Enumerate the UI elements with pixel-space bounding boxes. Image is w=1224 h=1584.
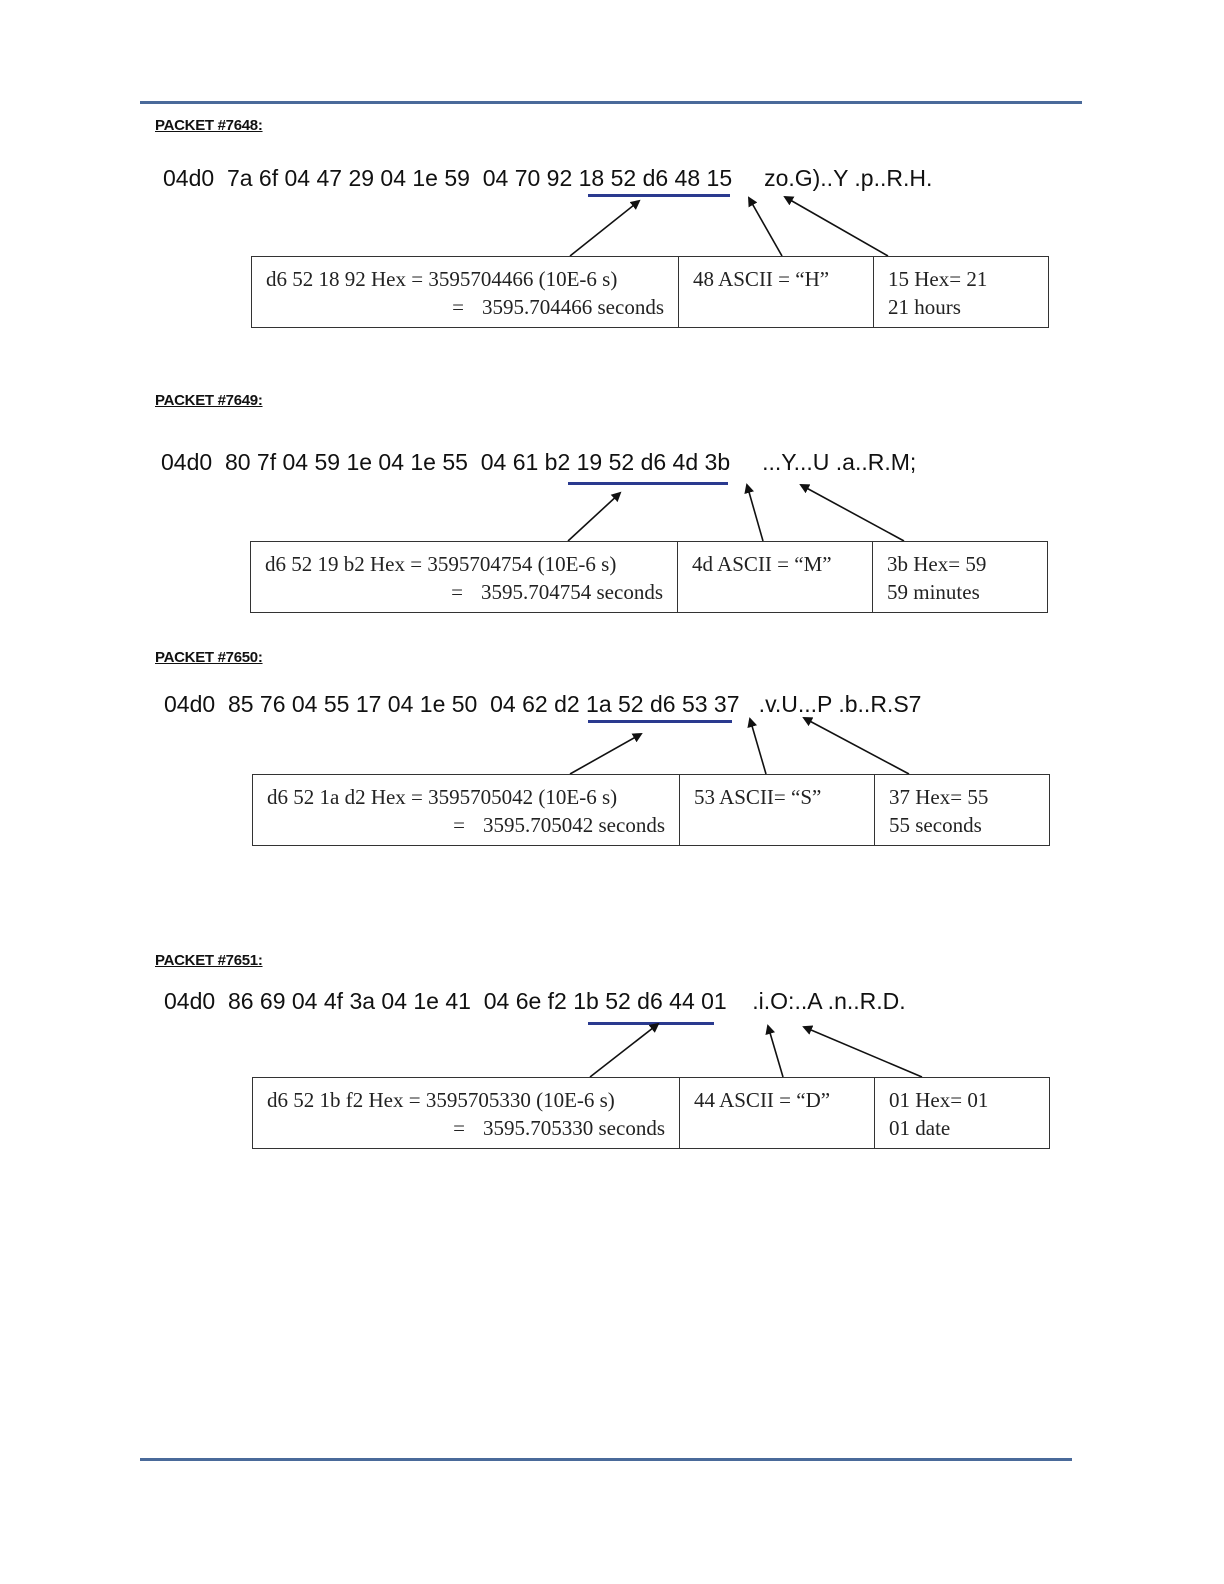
timestamp-hex-text: d6 52 18 92 Hex = 3595704466 (10E-6 s) — [266, 267, 618, 291]
timestamp-seconds-text: 3595.705042 seconds — [483, 813, 665, 837]
ascii-text: 44 ASCII = “D” — [694, 1088, 831, 1112]
timestamp-seconds-text: 3595.704754 seconds — [481, 580, 663, 604]
value-cell — [872, 542, 1047, 612]
timestamp-cell — [253, 1078, 679, 1148]
equals-sign: = — [453, 813, 465, 837]
timestamp-cell — [251, 542, 677, 612]
value-meaning-text: 59 minutes — [887, 580, 980, 604]
ascii-arrow — [747, 485, 763, 541]
packet-title: PACKET #7648: — [155, 117, 263, 134]
value-arrow — [804, 1027, 922, 1077]
packet-title: PACKET #7651: — [155, 952, 263, 969]
value-cell — [874, 775, 1049, 845]
packet-block — [0, 110, 1224, 350]
footer-rule — [140, 1458, 1072, 1461]
timestamp-seconds-text: 3595.704466 seconds — [482, 295, 664, 319]
equals-sign: = — [453, 1116, 465, 1140]
annotation-arrows — [0, 642, 1224, 882]
timestamp-cell — [253, 775, 679, 845]
value-cell — [873, 257, 1048, 327]
decode-table — [252, 774, 1050, 846]
value-meaning-text: 21 hours — [888, 295, 961, 319]
ascii-arrow — [749, 198, 782, 256]
ascii-text: 48 ASCII = “H” — [693, 267, 830, 291]
hex-dump-line: 04d0 86 69 04 4f 3a 04 1e 41 04 6e f2 1b 52 d6 44 01 .i.O:..A .n..R.D. — [164, 988, 906, 1014]
decode-table — [251, 256, 1049, 328]
decode-table — [250, 541, 1048, 613]
timestamp-arrow — [570, 201, 639, 256]
timestamp-seconds-text: 3595.705330 seconds — [483, 1116, 665, 1140]
value-hex-text: 01 Hex= 01 — [889, 1088, 989, 1112]
equals-sign: = — [452, 295, 464, 319]
timestamp-hex-text: d6 52 1b f2 Hex = 3595705330 (10E-6 s) — [267, 1088, 615, 1112]
packet-title: PACKET #7650: — [155, 649, 263, 666]
header-rule — [140, 101, 1082, 104]
equals-sign: = — [451, 580, 463, 604]
decode-table — [252, 1077, 1050, 1149]
ascii-text: 53 ASCII= “S” — [694, 785, 822, 809]
ascii-cell — [679, 1078, 874, 1148]
value-arrow — [801, 485, 904, 541]
value-cell — [874, 1078, 1049, 1148]
packet-title: PACKET #7649: — [155, 392, 263, 409]
packet-block — [0, 945, 1224, 1185]
ascii-arrow — [768, 1026, 783, 1077]
hex-dump-line: 04d0 7a 6f 04 47 29 04 1e 59 04 70 92 18 52 d6 48 15 zo.G)..Y .p..R.H. — [163, 165, 933, 191]
value-meaning-text: 55 seconds — [889, 813, 982, 837]
value-hex-text: 3b Hex= 59 — [887, 552, 987, 576]
annotation-arrows — [0, 945, 1224, 1185]
ascii-arrow — [750, 719, 766, 774]
value-arrow — [804, 718, 909, 774]
value-hex-text: 15 Hex= 21 — [888, 267, 988, 291]
timestamp-arrow — [568, 493, 620, 541]
timestamp-hex-text: d6 52 19 b2 Hex = 3595704754 (10E-6 s) — [265, 552, 617, 576]
timestamp-hex-text: d6 52 1a d2 Hex = 3595705042 (10E-6 s) — [267, 785, 618, 809]
value-meaning-text: 01 date — [889, 1116, 951, 1140]
ascii-cell — [679, 775, 874, 845]
ascii-text: 4d ASCII = “M” — [692, 552, 832, 576]
hex-dump-line: 04d0 80 7f 04 59 1e 04 1e 55 04 61 b2 19 52 d6 4d 3b ...Y...U .a..R.M; — [161, 449, 917, 475]
packet-block — [0, 385, 1224, 625]
value-arrow — [785, 197, 888, 256]
ascii-cell — [678, 257, 873, 327]
ascii-cell — [677, 542, 872, 612]
packet-block — [0, 642, 1224, 882]
timestamp-arrow — [590, 1024, 658, 1077]
hex-dump-line: 04d0 85 76 04 55 17 04 1e 50 04 62 d2 1a 52 d6 53 37 .v.U...P .b..R.S7 — [164, 691, 922, 717]
timestamp-cell — [252, 257, 678, 327]
value-hex-text: 37 Hex= 55 — [889, 785, 989, 809]
timestamp-arrow — [570, 734, 641, 774]
